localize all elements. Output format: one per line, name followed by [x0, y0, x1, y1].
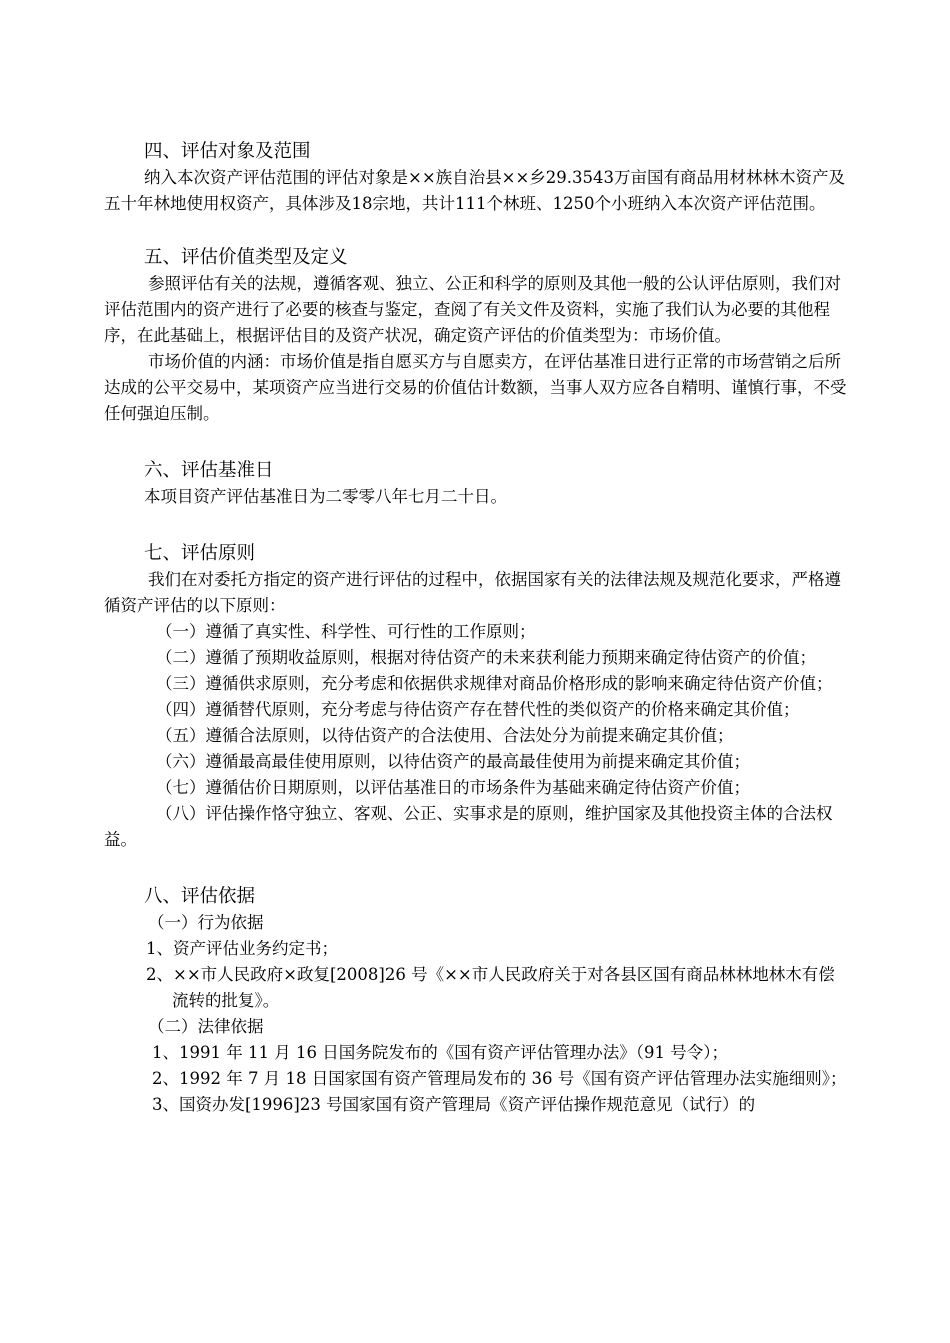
section-5-paragraph-1: 参照评估有关的法规，遵循客观、独立、公正和科学的原则及其他一般的公认评估原则，我们对评估范围内的资产进行了必要的核查与鉴定，查阅了有关文件及资料，实施了我们认为必要的其他程序，在此基础上，根据评估目的及资产状况，确定资产评估的价值类型为：市场价值。 [104, 274, 841, 345]
principle-item: （四）遵循替代原则，充分考虑与待估资产存在替代性的类似资产的价格来确定其价值； [156, 700, 800, 719]
section-4-paragraph: 纳入本次资产评估范围的评估对象是××族自治县××乡29.3543万亩国有商品用材林林木资产及五十年林地使用权资产，具体涉及18宗地，共计111个林班、1250个小班纳入本次资产评估范围。 [104, 168, 846, 213]
legal-basis-item: 1、1991 年 11 月 16 日国务院发布的《国有资产评估管理办法》（91 号令）； [152, 1043, 728, 1062]
principle-item: （一）遵循了真实性、科学性、可行性的工作原则； [156, 622, 536, 641]
section-5-paragraph-2: 市场价值的内涵：市场价值是指自愿买方与自愿卖方，在评估基准日进行正常的市场营销之后所达成的公平交易中，某项资产应当进行交易的价值估计数额，当事人双方应各自精明、谨慎行事，不受任何强迫压制。 [104, 352, 847, 423]
section-8-heading: 八、评估依据 [144, 886, 256, 907]
section-6-heading: 六、评估基准日 [144, 460, 274, 481]
section-6-paragraph: 本项目资产评估基准日为二零零八年七月二十日。 [144, 487, 507, 506]
principle-item: （七）遵循估价日期原则，以评估基准日的市场条件为基础来确定待估资产价值； [156, 778, 750, 797]
basis-item: 1、资产评估业务约定书； [146, 939, 338, 958]
basis-subheading-legal: （二）法律依据 [148, 1017, 264, 1036]
legal-basis-item: 2、1992 年 7 月 18 日国家国有资产管理局发布的 36 号《国有资产评估管理办法实施细则》； [152, 1069, 847, 1088]
section-7-heading: 七、评估原则 [144, 543, 256, 564]
principle-item: （三）遵循供求原则，充分考虑和依据供求规律对商品价格形成的影响来确定待估资产价值； [156, 674, 833, 693]
principle-item: （六）遵循最高最佳使用原则，以待估资产的最高最佳使用为前提来确定其价值； [156, 752, 750, 771]
principle-item: （八）评估操作恪守独立、客观、公正、实事求是的原则，维护国家及其他投资主体的合法权益。 [104, 804, 833, 849]
basis-item: 2、××市人民政府×政复[2008]26 号《××市人民政府关于对各县区国有商品林林地林木有偿流转的批复》。 [146, 965, 835, 1010]
section-5-heading: 五、评估价值类型及定义 [144, 247, 348, 268]
basis-subheading-behavior: （一）行为依据 [148, 913, 264, 932]
legal-basis-item: 3、国资办发[1996]23 号国家国有资产管理局《资产评估操作规范意见（试行）的 [152, 1095, 756, 1114]
principle-item: （二）遵循了预期收益原则，根据对待估资产的未来获利能力预期来确定待估资产的价值； [156, 648, 816, 667]
section-4-heading: 四、评估对象及范围 [144, 141, 311, 162]
section-7-intro: 我们在对委托方指定的资产进行评估的过程中，依据国家有关的法律法规及规范化要求，严格遵循资产评估的以下原则： [104, 570, 841, 615]
principle-item: （五）遵循合法原则，以待估资产的合法使用、合法处分为前提来确定其价值； [156, 726, 734, 745]
